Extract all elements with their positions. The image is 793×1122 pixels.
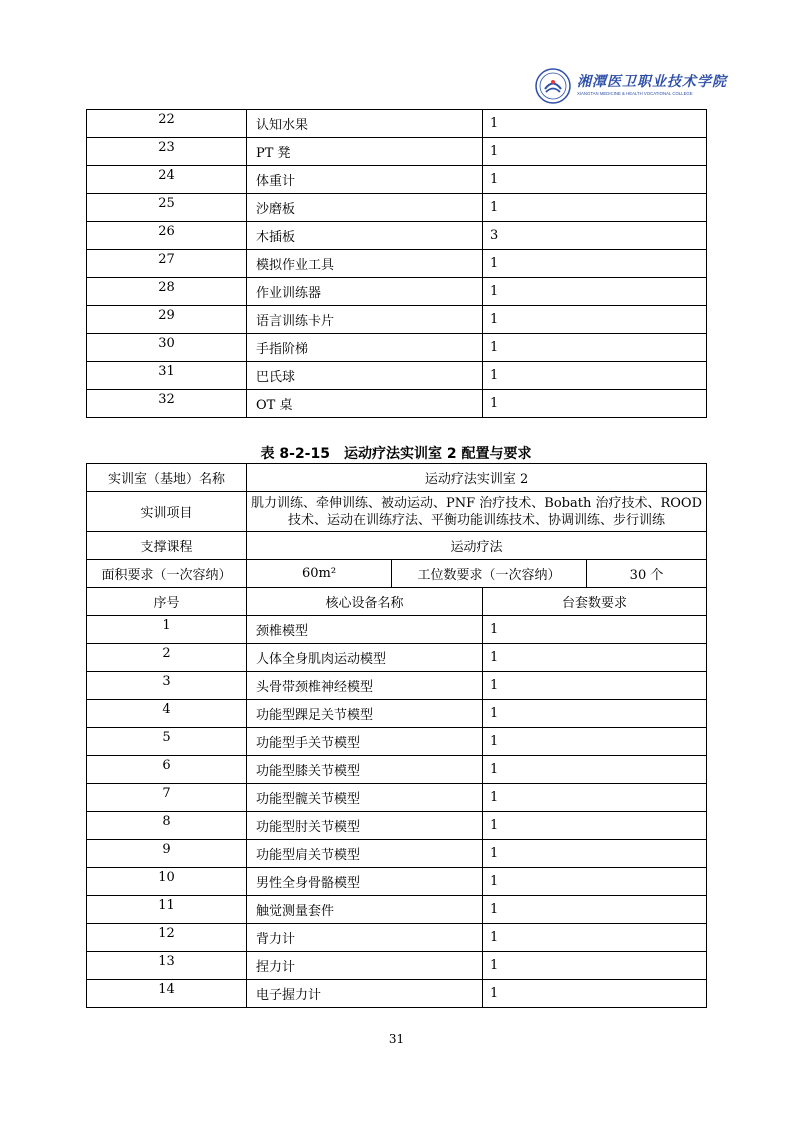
equipment-name: 沙磨板	[247, 194, 483, 222]
column-header-row	[87, 588, 707, 616]
equipment-quantity: 1	[483, 924, 707, 952]
equipment-quantity: 1	[483, 952, 707, 980]
table-row	[87, 334, 707, 362]
room-name-row	[87, 464, 707, 492]
equipment-quantity: 1	[483, 672, 707, 700]
equipment-name: 功能型髋关节模型	[247, 784, 483, 812]
row-number	[87, 390, 247, 418]
row-number-text: 6	[162, 758, 171, 773]
equipment-name: 颈椎模型	[247, 616, 483, 644]
equipment-quantity: 1	[483, 756, 707, 784]
row-number	[87, 138, 247, 166]
stations-label: 工位数要求（一次容纳）	[392, 560, 587, 588]
equipment-quantity: 1	[483, 812, 707, 840]
equipment-quantity: 1	[483, 334, 707, 362]
equipment-name: 捏力计	[247, 952, 483, 980]
table-row	[87, 868, 707, 896]
row-number-text: 26	[158, 224, 175, 239]
equipment-table-continued	[86, 109, 707, 418]
equipment-name: 木插板	[247, 222, 483, 250]
col-header-name: 核心设备名称	[247, 588, 483, 616]
row-number-text: 22	[158, 112, 175, 127]
row-number	[87, 924, 247, 952]
equipment-quantity: 1	[483, 166, 707, 194]
row-number-text: 11	[158, 898, 175, 913]
equipment-name: 体重计	[247, 166, 483, 194]
course-row	[87, 532, 707, 560]
projects-row	[87, 492, 707, 532]
equipment-name: 认知水果	[247, 110, 483, 138]
row-number-text: 23	[158, 140, 175, 155]
equipment-quantity: 1	[483, 700, 707, 728]
table-row	[87, 138, 707, 166]
row-number-text: 32	[158, 392, 175, 407]
row-number	[87, 166, 247, 194]
equipment-quantity: 1	[483, 306, 707, 334]
page-number: 31	[388, 1032, 405, 1046]
equipment-name: 功能型肘关节模型	[247, 812, 483, 840]
equipment-quantity: 1	[483, 390, 707, 418]
row-number	[87, 278, 247, 306]
room-label: 实训室（基地）名称	[87, 464, 247, 492]
table-row	[87, 278, 707, 306]
row-number	[87, 812, 247, 840]
equipment-name: 功能型踝足关节模型	[247, 700, 483, 728]
school-emblem-icon	[535, 68, 571, 104]
row-number-text: 12	[158, 926, 175, 941]
school-name-en: XIANGTAN MEDICINE & HEALTH VOCATIONAL COLLEGE	[577, 91, 693, 97]
equipment-quantity: 1	[483, 784, 707, 812]
equipment-name: 巴氏球	[247, 362, 483, 390]
row-number-text: 8	[162, 814, 171, 829]
row-number	[87, 952, 247, 980]
row-number-text: 5	[162, 730, 171, 745]
row-number	[87, 672, 247, 700]
equipment-quantity: 1	[483, 840, 707, 868]
row-number-text: 13	[158, 954, 175, 969]
table-row	[87, 840, 707, 868]
equipment-quantity: 1	[483, 868, 707, 896]
equipment-name: OT 桌	[247, 390, 483, 418]
table-row	[87, 700, 707, 728]
stations-value: 30 个	[587, 560, 707, 588]
equipment-name: 功能型手关节模型	[247, 728, 483, 756]
equipment-name: 功能型肩关节模型	[247, 840, 483, 868]
equipment-name: 男性全身骨骼模型	[247, 868, 483, 896]
table-row	[87, 616, 707, 644]
table-row	[87, 896, 707, 924]
equipment-quantity: 1	[483, 250, 707, 278]
row-number	[87, 222, 247, 250]
lab-config-table	[86, 463, 707, 1008]
equipment-name: 作业训练器	[247, 278, 483, 306]
row-number-text: 2	[162, 646, 171, 661]
table-caption: 表 8-2-15 运动疗法实训室 2 配置与要求	[260, 446, 532, 462]
equipment-quantity: 1	[483, 896, 707, 924]
table-row	[87, 952, 707, 980]
row-number-text: 3	[162, 674, 171, 689]
area-label: 面积要求（一次容纳）	[87, 560, 247, 588]
table-row	[87, 306, 707, 334]
table-row	[87, 924, 707, 952]
row-number-text: 4	[162, 702, 171, 717]
equipment-quantity: 1	[483, 138, 707, 166]
equipment-quantity: 1	[483, 278, 707, 306]
row-number-text: 9	[162, 842, 171, 857]
equipment-quantity: 3	[483, 222, 707, 250]
row-number-text: 31	[158, 364, 175, 379]
equipment-quantity: 1	[483, 616, 707, 644]
row-number	[87, 334, 247, 362]
table-row	[87, 362, 707, 390]
row-number	[87, 840, 247, 868]
room-value: 运动疗法实训室 2	[247, 464, 707, 492]
row-number	[87, 644, 247, 672]
table-row	[87, 756, 707, 784]
equipment-name: 背力计	[247, 924, 483, 952]
equipment-quantity: 1	[483, 194, 707, 222]
table-row	[87, 672, 707, 700]
equipment-name: 语言训练卡片	[247, 306, 483, 334]
col-header-no: 序号	[87, 588, 247, 616]
equipment-name: 功能型膝关节模型	[247, 756, 483, 784]
area-value: 60m²	[247, 560, 392, 588]
course-label: 支撑课程	[87, 532, 247, 560]
row-number-text: 10	[158, 870, 175, 885]
table-row	[87, 644, 707, 672]
equipment-name: PT 凳	[247, 138, 483, 166]
table-row	[87, 784, 707, 812]
equipment-quantity: 1	[483, 728, 707, 756]
equipment-quantity: 1	[483, 980, 707, 1008]
row-number-text: 7	[162, 786, 171, 801]
table-row	[87, 250, 707, 278]
table-row	[87, 728, 707, 756]
equipment-quantity: 1	[483, 644, 707, 672]
table-row	[87, 166, 707, 194]
equipment-name: 模拟作业工具	[247, 250, 483, 278]
row-number	[87, 756, 247, 784]
projects-value: 肌力训练、牵伸训练、被动运动、PNF 治疗技术、Bobath 治疗技术、ROOD 技术、运动在训练疗法、平衡功能训练技术、协调训练、步行训练	[247, 492, 707, 532]
equipment-name: 手指阶梯	[247, 334, 483, 362]
row-number-text: 14	[158, 982, 175, 997]
row-number	[87, 896, 247, 924]
equipment-name: 人体全身肌肉运动模型	[247, 644, 483, 672]
equipment-quantity: 1	[483, 362, 707, 390]
row-number	[87, 616, 247, 644]
row-number	[87, 980, 247, 1008]
row-number	[87, 728, 247, 756]
row-number-text: 1	[162, 618, 171, 633]
row-number	[87, 362, 247, 390]
school-logo	[535, 66, 727, 106]
row-number	[87, 110, 247, 138]
row-number-text: 30	[158, 336, 175, 351]
area-row	[87, 560, 707, 588]
row-number	[87, 784, 247, 812]
table-row	[87, 110, 707, 138]
row-number-text: 24	[158, 168, 175, 183]
table-row	[87, 980, 707, 1008]
course-value: 运动疗法	[247, 532, 707, 560]
row-number	[87, 194, 247, 222]
row-number-text: 29	[158, 308, 175, 323]
equipment-name: 头骨带颈椎神经模型	[247, 672, 483, 700]
row-number	[87, 306, 247, 334]
equipment-name: 触觉测量套件	[247, 896, 483, 924]
table-row	[87, 390, 707, 418]
row-number	[87, 250, 247, 278]
equipment-quantity: 1	[483, 110, 707, 138]
row-number	[87, 868, 247, 896]
row-number-text: 27	[158, 252, 175, 267]
row-number	[87, 700, 247, 728]
row-number-text: 25	[158, 196, 175, 211]
projects-label: 实训项目	[87, 492, 247, 532]
table-row	[87, 194, 707, 222]
table-row	[87, 812, 707, 840]
table-row	[87, 222, 707, 250]
row-number-text: 28	[158, 280, 175, 295]
equipment-name: 电子握力计	[247, 980, 483, 1008]
school-name-cn: 湘潭医卫职业技术学院	[577, 74, 727, 91]
col-header-qty: 台套数要求	[483, 588, 707, 616]
